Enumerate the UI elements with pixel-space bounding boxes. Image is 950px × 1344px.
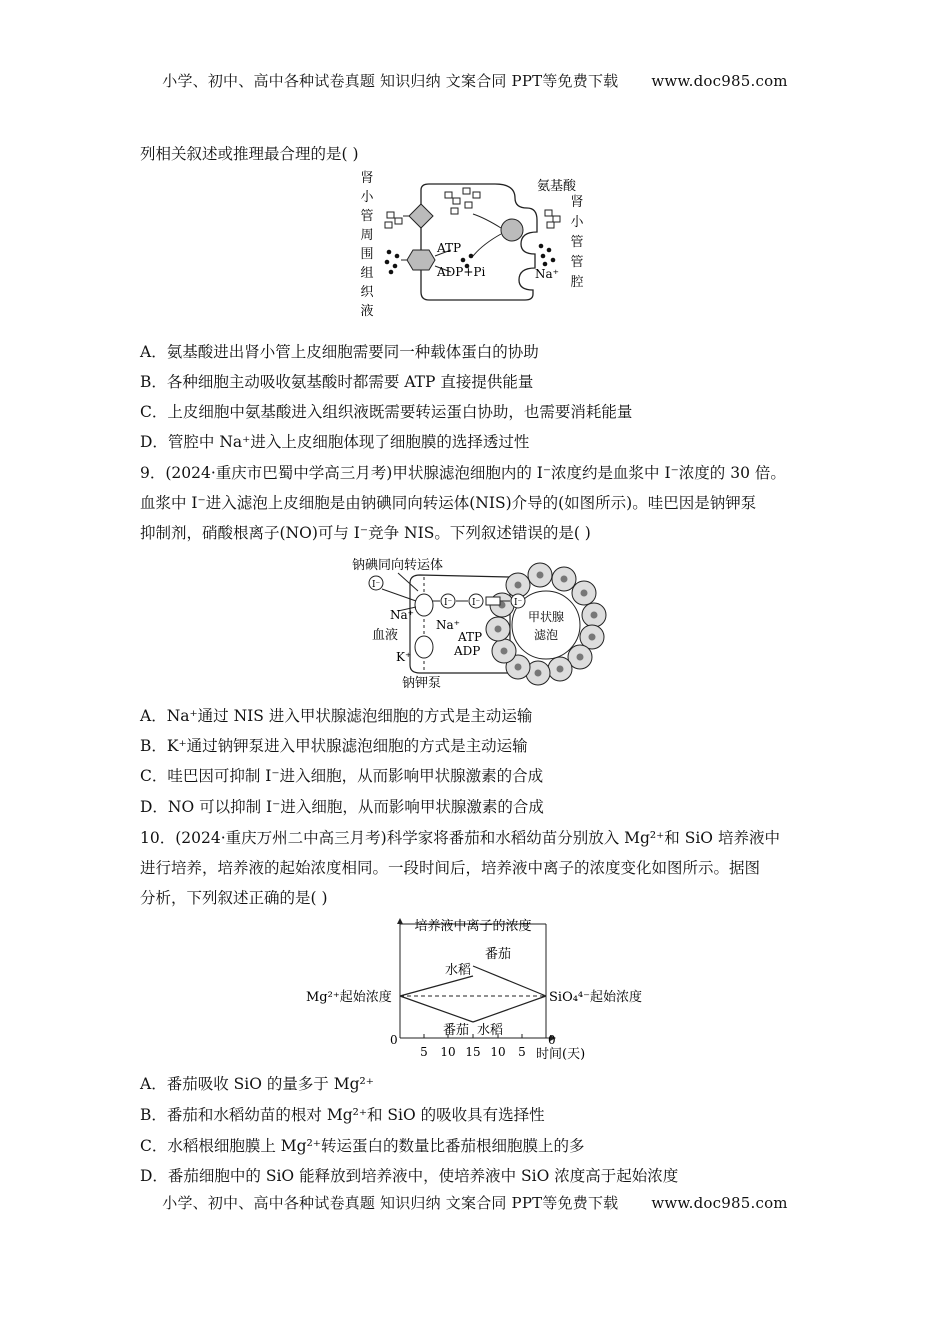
iodide-label: I⁻ [514,598,523,608]
pump-hexagon [407,250,435,270]
left-char: 组 [360,266,374,281]
atp-label: ATP [458,630,483,644]
q10-option-c[interactable]: C．水稻根细胞膜上 Mg²⁺转运蛋白的数量比番茄根细胞膜上的多 [140,1137,585,1155]
q9-option-a[interactable]: A．Na⁺通过 NIS 进入甲状腺滤泡细胞的方式是主动运输 [140,707,533,725]
iodide-label: I⁻ [372,580,381,590]
x-ticks [420,1045,526,1059]
right-char: 管 [570,235,584,250]
right-char: 肾 [570,195,584,210]
k-label: K⁺ [396,650,412,664]
nis-transporter [415,594,433,616]
q10-option-a[interactable]: A．番茄吸收 SiO 的量多于 Mg²⁺ [140,1075,374,1093]
left-origin: 0 [390,1033,398,1047]
series-label-tomato: 番茄 [442,1023,470,1038]
na-label: Na⁺ [390,608,414,622]
carrier-diamond [409,204,433,228]
series-line-rice-si [473,996,546,1022]
q8-option-d[interactable]: D．管腔中 Na⁺进入上皮细胞体现了细胞膜的选择透过性 [140,433,530,451]
amino-acid-squares [385,188,560,228]
channel [486,597,500,605]
left-char: 周 [360,228,374,243]
q8-option-c[interactable]: C．上皮细胞中氨基酸进入组织液既需要转运蛋白协助，也需要消耗能量 [140,403,633,421]
left-char: 小 [360,190,374,205]
right-char: 小 [570,215,584,230]
series-label-tomato: 番茄 [484,947,512,962]
left-char: 液 [360,304,374,319]
y-axis-arrow [397,918,403,924]
q8-kidney-figure [355,170,605,330]
q10-stem-line: 分析，下列叙述正确的是( ) [140,889,328,907]
tick-label: 5 [420,1045,428,1059]
adp-label: ADP [454,644,481,658]
q8-stem: 列相关叙述或推理最合理的是( ) [140,145,359,163]
iodide-label: I⁻ [472,598,481,608]
iodide-label: I⁻ [444,598,453,608]
left-char: 管 [360,209,374,224]
x-axis-label: 时间(天) [536,1047,586,1062]
q10-option-b[interactable]: B．番茄和水稻幼苗的根对 Mg²⁺和 SiO 的吸收具有选择性 [140,1106,545,1124]
q9-stem-line: 抑制剂，硝酸根离子(NO)可与 I⁻竞争 NIS。下列叙述错误的是( ) [140,524,591,542]
q9-option-d[interactable]: D．NO 可以抑制 I⁻进入细胞，从而影响甲状腺激素的合成 [140,798,544,816]
q10-chart [300,910,660,1070]
left-char: 肾 [360,171,374,186]
amino-acid-label: 氨基酸 [537,179,577,194]
series-line-tomato-mg [400,996,473,1022]
series-label-rice: 水稻 [444,963,472,978]
header-url[interactable]: www.doc985.com [651,72,788,90]
right-char: 腔 [570,275,584,290]
q9-thyroid-figure [340,555,610,695]
series-line-tomato-si [473,966,546,996]
na-k-pump [415,636,433,658]
right-char: 管 [570,255,584,270]
follicle-label-2: 滤泡 [533,628,559,642]
pump-label: 钠钾泵 [402,676,442,691]
q9-option-b[interactable]: B．K⁺通过钠钾泵进入甲状腺滤泡细胞的方式是主动运输 [140,737,528,755]
series-label-rice: 水稻 [476,1023,504,1038]
footer-url[interactable]: www.doc985.com [651,1194,788,1212]
na-label: Na⁺ [535,267,559,281]
tick-label: 5 [518,1045,526,1059]
tick-label: 15 [465,1045,481,1059]
q10-stem-line: 10．(2024·重庆万州二中高三月考)科学家将番茄和水稻幼苗分别放入 Mg²⁺和 SiO 培养液中 [140,829,780,847]
page-footer [0,1192,950,1213]
q10-option-d[interactable]: D．番茄细胞中的 SiO 能释放到培养液中，使培养液中 SiO 浓度高于起始浓度 [140,1167,679,1185]
q8-option-a[interactable]: A．氨基酸进出肾小管上皮细胞需要同一种载体蛋白的协助 [140,343,539,361]
chart-title: 培养液中离子的浓度 [414,919,532,934]
na-label: Na⁺ [436,618,460,632]
left-label [360,170,374,319]
tick-label: 10 [490,1045,506,1059]
q10-stem-line: 进行培养，培养液的起始浓度相同。一段时间后，培养液中离子的浓度变化如图所示。据图 [140,859,761,877]
right-origin: 0 [548,1033,556,1047]
left-char: 织 [360,285,374,300]
q8-option-b[interactable]: B．各种细胞主动吸收氨基酸时都需要 ATP 直接提供能量 [140,373,534,391]
atp-label: ATP [437,241,462,255]
left-baseline-label: Mg²⁺起始浓度 [306,990,392,1005]
follicle-label-1: 甲状腺 [527,610,565,624]
cotransporter [501,219,523,241]
page-header [0,70,950,91]
right-baseline-label: SiO₄⁴⁻起始浓度 [549,990,643,1005]
footer-text: 小学、初中、高中各种试卷真题 知识归纳 文案合同 PPT等免费下载 [162,1194,619,1212]
q9-stem-line: 9．(2024·重庆市巴蜀中学高三月考)甲状腺滤泡细胞内的 I⁻浓度约是血浆中 I⁻浓度的 30 倍。 [140,464,786,482]
right-label [570,194,584,290]
tick-label: 10 [440,1045,456,1059]
q9-stem-line: 血浆中 I⁻进入滤泡上皮细胞是由钠碘同向转运体(NIS)介导的(如图所示)。哇巴因是钠钾泵 [140,494,757,512]
header-text: 小学、初中、高中各种试卷真题 知识归纳 文案合同 PPT等免费下载 [162,72,619,90]
adp-pi-label: ADP+Pi [437,265,486,279]
left-char: 围 [360,247,374,262]
nis-label: 钠碘同向转运体 [352,558,444,573]
series-line-rice-mg [400,976,473,996]
q9-option-c[interactable]: C．哇巴因可抑制 I⁻进入细胞，从而影响甲状腺激素的合成 [140,767,544,785]
blood-label: 血液 [372,628,399,643]
